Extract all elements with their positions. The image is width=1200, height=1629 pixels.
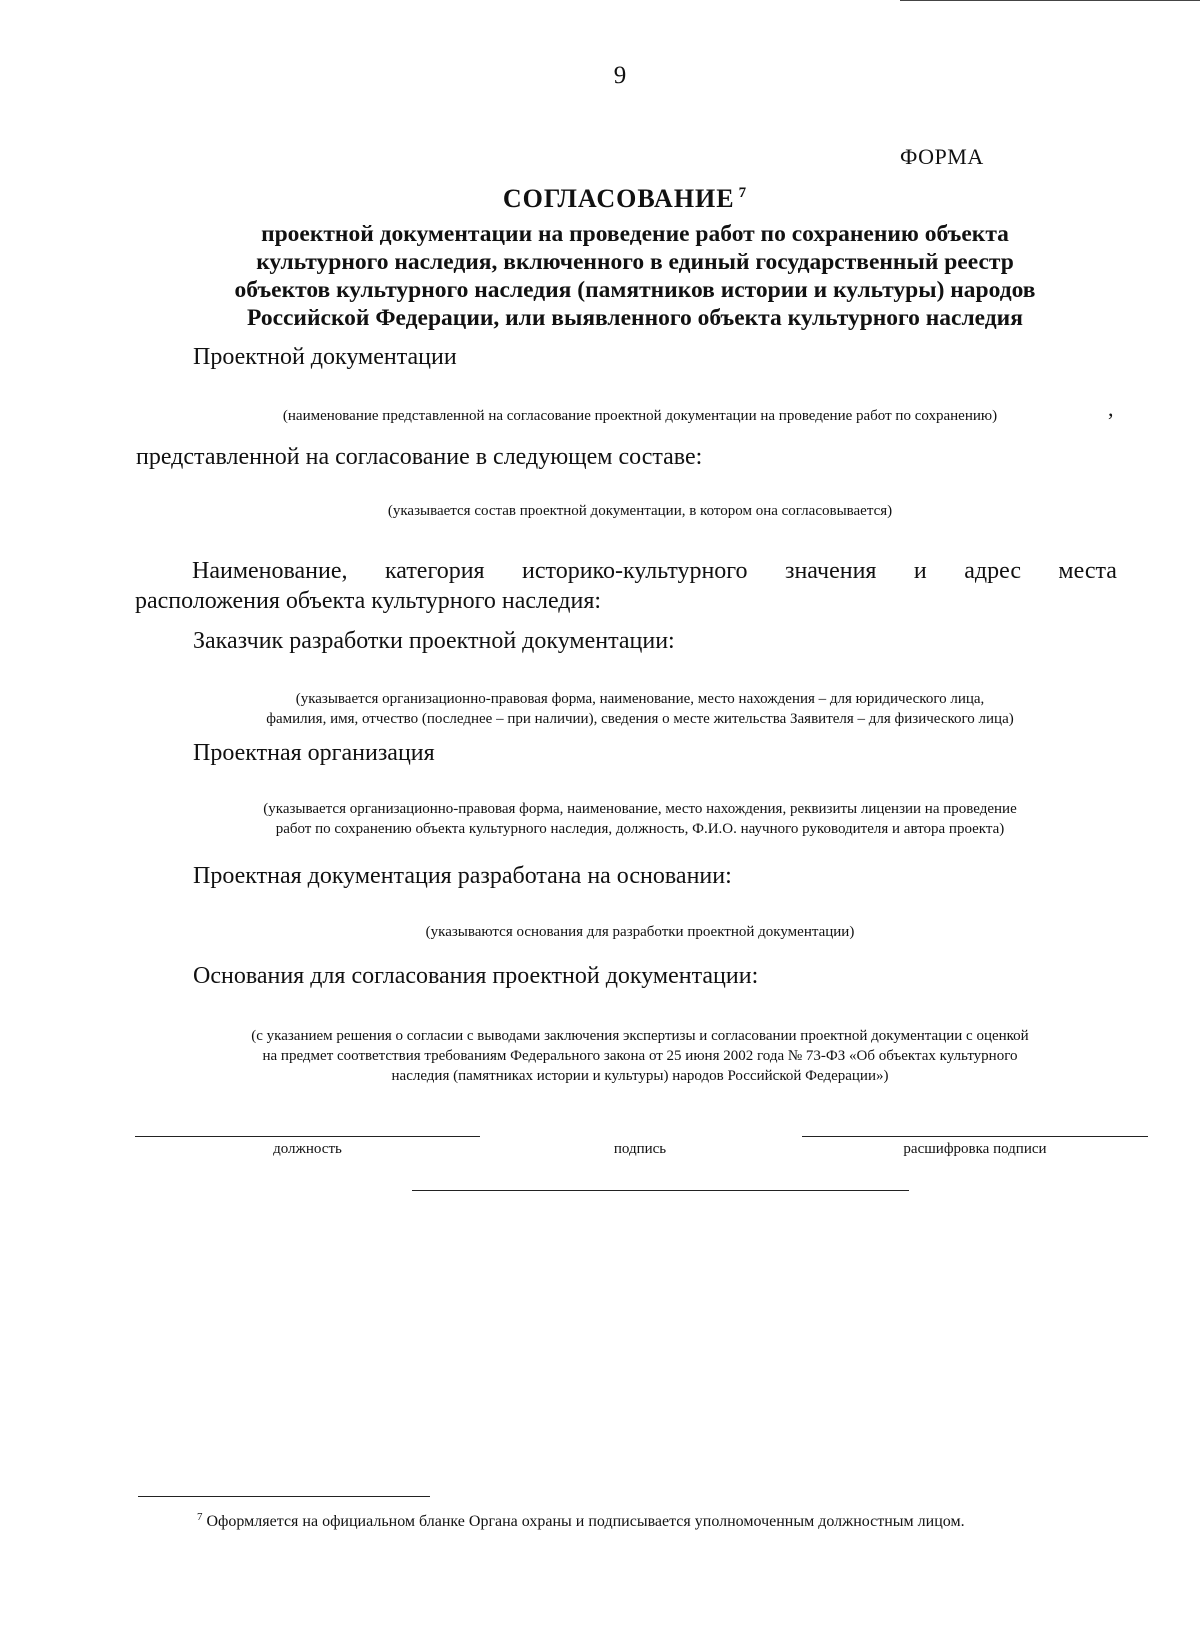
approval-caption (120, 1026, 1160, 1086)
object-word: Наименование, (192, 558, 348, 584)
composition-label: представленной на согласование в следующем составе: (136, 444, 703, 470)
caption-line: (указывается организационно-правовая форма, наименование, место нахождения – для юридического лица, (295, 691, 985, 707)
object-word: и (913, 558, 927, 584)
basis-label: Проектная документация разработана на основании: (193, 863, 732, 889)
approval-label: Основания для согласования проектной документации: (193, 963, 759, 989)
subtitle-line: культурного наследия, включенного в единый государственный реестр (256, 249, 1014, 275)
page-number: 9 (613, 62, 627, 89)
customer-caption (120, 689, 1160, 729)
title-text: СОГЛАСОВАНИЕ (502, 184, 735, 213)
object-word: места (1058, 558, 1117, 584)
caption-line: (с указанием решения о согласии с выводами заключения экспертизы и согласовании проектной документации с оценкой (251, 1028, 1029, 1044)
subtitle-line: Российской Федерации, или выявленного объекта культурного наследия (247, 305, 1023, 331)
composition-caption: (указывается состав проектной документации, в котором она согласовывается) (387, 503, 893, 519)
form-label: ФОРМА (900, 144, 984, 169)
object-word: категория (384, 558, 485, 584)
caption-line: наследия (памятниках истории и культуры) народов Российской Федерации») (391, 1068, 889, 1084)
trailing-comma: , (1108, 396, 1114, 421)
position-label: должность (273, 1141, 342, 1157)
signature-label: подпись (613, 1141, 667, 1157)
subtitle-line: проектной документации на проведение работ по сохранению объекта (261, 221, 1009, 247)
object-line-2: расположения объекта культурного наследия: (135, 588, 602, 614)
object-word: историко-культурного (522, 558, 748, 584)
object-word: значения (784, 558, 877, 584)
footnote-ref: 7 (197, 1511, 203, 1523)
footnote-separator (138, 1496, 430, 1497)
project-doc-caption: (наименование представленной на согласование проектной документации на проведение работ по сохранению) (282, 408, 998, 424)
caption-line: на предмет соответствия требованиям Федерального закона от 25 июня 2002 года № 73-ФЗ «Об объектах культурного (262, 1048, 1018, 1064)
document-title (130, 184, 1120, 214)
org-label: Проектная организация (193, 740, 435, 766)
project-doc-label: Проектной документации (193, 344, 457, 370)
decoding-label: расшифровка подписи (903, 1141, 1047, 1157)
scan-edge-line (900, 0, 1200, 1)
object-line-1 (135, 556, 1117, 586)
footnote (197, 1511, 965, 1531)
customer-label: Заказчик разработки проектной документации: (193, 628, 675, 654)
org-caption (120, 799, 1160, 839)
caption-line: (указывается организационно-правовая форма, наименование, место нахождения, реквизиты лицензии на проведение (263, 801, 1017, 817)
bottom-signature-line (412, 1190, 909, 1191)
subtitle-line: объектов культурного наследия (памятников истории и культуры) народов (234, 277, 1036, 303)
footnote-text: Оформляется на официальном бланке Органа охраны и подписывается уполномоченным должностным лицом. (206, 1513, 965, 1530)
object-description (135, 556, 1117, 616)
decoding-line (802, 1136, 1148, 1137)
caption-line: фамилия, имя, отчество (последнее – при наличии), сведения о месте жительства Заявителя – для физического лица) (266, 711, 1014, 727)
title-footnote-ref: 7 (738, 185, 748, 201)
basis-caption: (указываются основания для разработки проектной документации) (425, 924, 855, 940)
document-subtitle (150, 220, 1120, 332)
position-line (135, 1136, 480, 1137)
caption-line: работ по сохранению объекта культурного наследия, должность, Ф.И.О. научного руководителя и автора проекта) (275, 821, 1005, 837)
object-word: адрес (964, 558, 1021, 584)
